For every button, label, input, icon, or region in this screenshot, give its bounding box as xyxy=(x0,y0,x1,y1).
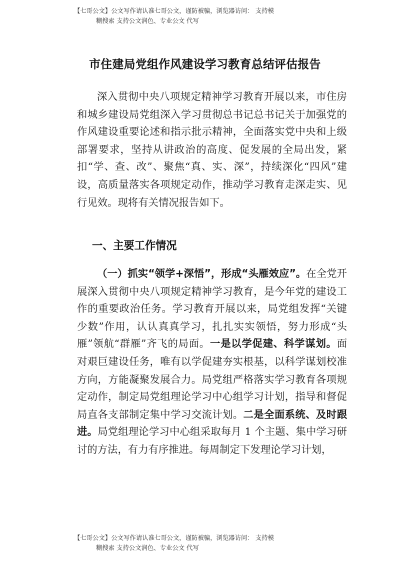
document-title: 市住建局党组作风建设学习教育总结评估报告 xyxy=(89,57,321,71)
paragraph-text-3: 局党组理论学习中心组采取每月 1 个主题、集中学习研讨的方法，有力有序推进。每周制定下发理论学习计划， xyxy=(77,427,347,456)
bold-point-1: 一是以学促建、科学谋划。 xyxy=(210,339,337,351)
section-heading: 一、主要工作情况 xyxy=(92,240,177,252)
promo-notice-line2: 糊搜索 支持公文润色、专业公文 代写 xyxy=(96,545,199,552)
promo-notice-line1: 【七哥公文】公文写作请认准七哥公文，谨防被骗，浏览器访问： 支持模 xyxy=(74,8,274,15)
bold-point-2: 二是全面系统、及时跟进。 xyxy=(77,409,348,439)
promo-notice-line1: 【七哥公文】公文写作请认准七哥公文，谨防被骗，浏览器访问： 支持模 xyxy=(74,535,274,542)
intro-paragraph: 深入贯彻中央八项规定精神学习教育开展以来，市住房和城乡建设局党组深入学习贯彻总书记总书记关于加强党的作风建设重要论述和指示批示精神，全面落实党中央和上级部署要求，坚持从讲政治的高度、促发展的全局出发，紧扣“学、查、改”、聚焦“真、实、深”，持续深化“四风”建设，高质量落实各项规定动作，推动学习教育走深走实、见行见效。现将有关情况报告如下。 xyxy=(77,92,347,209)
paragraph-text-1: 在全党开展深入贯彻中央八项规定精神学习教育，是今年党的建设工作的重要政治任务。学习教育开展以来，局党组发挥“关键少数”作用，认认真真学习，扎扎实实领悟，努力形成“头雁”领航“群雁”齐飞的局面。 xyxy=(77,269,347,351)
promo-notice-bottom xyxy=(74,534,374,554)
section-paragraph xyxy=(77,266,347,460)
promo-notice-top xyxy=(74,7,374,27)
paragraph-text-2: 面对艰巨建设任务，唯有以学促建夯实根基，以科学谋划校准方向，方能凝聚发展合力。局党组严格落实学习教育各项规定动作，制定局党组理论学习中心组学习计划，指导和督促局直各支部制定集中学习交流计划。 xyxy=(77,339,348,421)
promo-notice-line2: 糊搜索 支持公文润色、专业公文 代写 xyxy=(96,18,199,25)
subsection-lead: （一）抓实“领学+深悟”，形成“头雁效应”。 xyxy=(97,269,307,280)
